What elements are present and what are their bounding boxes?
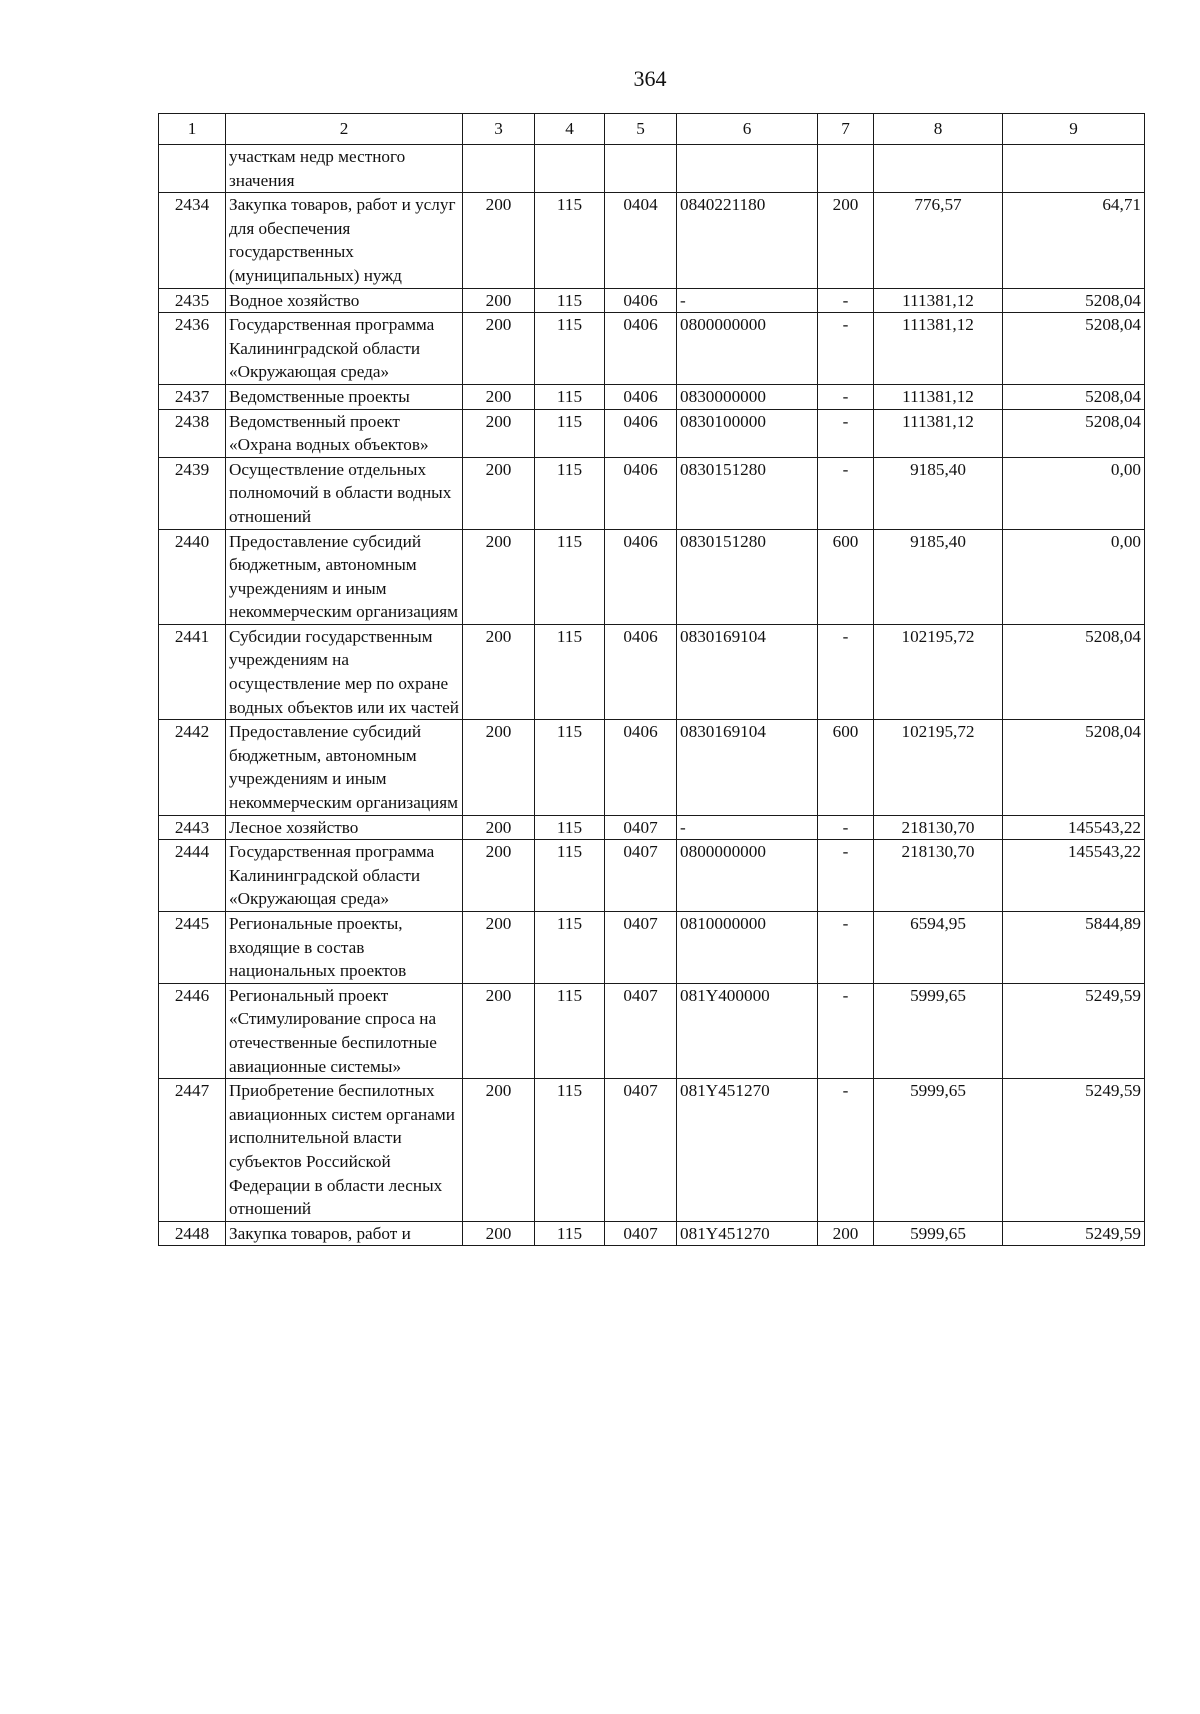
section-code-cell: 0406: [605, 409, 677, 457]
header-cell: 6: [677, 114, 818, 145]
amount-cell: 218130,70: [874, 815, 1003, 840]
row-name-cell: Закупка товаров, работ и услуг для обеспечения государственных (муниципальных) нужд: [226, 193, 463, 288]
row-name-cell: Закупка товаров, работ и: [226, 1221, 463, 1246]
amount-cell: [1003, 145, 1145, 193]
target-article-cell: 0830169104: [677, 624, 818, 719]
amount-cell: 64,71: [1003, 193, 1145, 288]
row-number-cell: 2442: [159, 720, 226, 815]
target-article-cell: 0800000000: [677, 840, 818, 912]
amount-cell: 9185,40: [874, 457, 1003, 529]
amount-cell: 5249,59: [1003, 1079, 1145, 1222]
department-code-cell: 115: [535, 193, 605, 288]
amount-cell: 145543,22: [1003, 815, 1145, 840]
table-row: [159, 1221, 1145, 1246]
row-number-cell: 2434: [159, 193, 226, 288]
amount-cell: 111381,12: [874, 288, 1003, 313]
department-code-cell: 115: [535, 1079, 605, 1222]
row-number-cell: 2443: [159, 815, 226, 840]
ministry-code-cell: 200: [463, 384, 535, 409]
row-number-cell: 2440: [159, 529, 226, 624]
target-article-cell: -: [677, 815, 818, 840]
row-name-cell: Региональный проект «Стимулирование спроса на отечественные беспилотные авиационные системы»: [226, 983, 463, 1078]
ministry-code-cell: 200: [463, 1221, 535, 1246]
row-number-cell: 2439: [159, 457, 226, 529]
amount-cell: 218130,70: [874, 840, 1003, 912]
department-code-cell: 115: [535, 624, 605, 719]
amount-cell: 5208,04: [1003, 720, 1145, 815]
table-row: [159, 529, 1145, 624]
table-row: [159, 720, 1145, 815]
table-row: [159, 815, 1145, 840]
target-article-cell: 0830100000: [677, 409, 818, 457]
department-code-cell: 115: [535, 840, 605, 912]
amount-cell: 111381,12: [874, 409, 1003, 457]
table-row: [159, 313, 1145, 385]
section-code-cell: 0406: [605, 384, 677, 409]
expense-type-cell: -: [818, 288, 874, 313]
target-article-cell: 0810000000: [677, 912, 818, 984]
row-number-cell: 2447: [159, 1079, 226, 1222]
target-article-cell: 0830151280: [677, 529, 818, 624]
target-article-cell: 081Y451270: [677, 1221, 818, 1246]
ministry-code-cell: [463, 145, 535, 193]
expense-type-cell: 200: [818, 193, 874, 288]
amount-cell: 5208,04: [1003, 624, 1145, 719]
row-name-cell: Предоставление субсидий бюджетным, автономным учреждениям и иным некоммерческим организациям: [226, 529, 463, 624]
row-name-cell: Государственная программа Калининградской области «Окружающая среда»: [226, 840, 463, 912]
department-code-cell: 115: [535, 815, 605, 840]
header-cell: 9: [1003, 114, 1145, 145]
row-number-cell: 2446: [159, 983, 226, 1078]
header-cell: 4: [535, 114, 605, 145]
target-article-cell: 0800000000: [677, 313, 818, 385]
row-number-cell: 2448: [159, 1221, 226, 1246]
section-code-cell: 0407: [605, 1079, 677, 1222]
amount-cell: 5208,04: [1003, 409, 1145, 457]
target-article-cell: [677, 145, 818, 193]
expense-type-cell: -: [818, 409, 874, 457]
table-row: [159, 983, 1145, 1078]
expense-type-cell: -: [818, 624, 874, 719]
ministry-code-cell: 200: [463, 983, 535, 1078]
section-code-cell: 0407: [605, 1221, 677, 1246]
section-code-cell: 0407: [605, 983, 677, 1078]
expense-type-cell: 200: [818, 1221, 874, 1246]
section-code-cell: 0407: [605, 840, 677, 912]
table-row: [159, 624, 1145, 719]
department-code-cell: 115: [535, 1221, 605, 1246]
ministry-code-cell: 200: [463, 529, 535, 624]
ministry-code-cell: 200: [463, 409, 535, 457]
header-cell: 1: [159, 114, 226, 145]
target-article-cell: 0840221180: [677, 193, 818, 288]
expense-type-cell: 600: [818, 529, 874, 624]
amount-cell: 5249,59: [1003, 1221, 1145, 1246]
table-row: [159, 409, 1145, 457]
amount-cell: 6594,95: [874, 912, 1003, 984]
row-name-cell: Ведомственные проекты: [226, 384, 463, 409]
row-number-cell: 2438: [159, 409, 226, 457]
ministry-code-cell: 200: [463, 457, 535, 529]
ministry-code-cell: 200: [463, 840, 535, 912]
ministry-code-cell: 200: [463, 1079, 535, 1222]
target-article-cell: 081Y451270: [677, 1079, 818, 1222]
row-name-cell: Осуществление отдельных полномочий в области водных отношений: [226, 457, 463, 529]
table-row: [159, 457, 1145, 529]
amount-cell: 5208,04: [1003, 313, 1145, 385]
table-row: [159, 1079, 1145, 1222]
target-article-cell: -: [677, 288, 818, 313]
amount-cell: 5208,04: [1003, 384, 1145, 409]
row-name-cell: Предоставление субсидий бюджетным, автономным учреждениям и иным некоммерческим организациям: [226, 720, 463, 815]
expense-type-cell: -: [818, 457, 874, 529]
section-code-cell: [605, 145, 677, 193]
expense-type-cell: -: [818, 1079, 874, 1222]
ministry-code-cell: 200: [463, 912, 535, 984]
row-number-cell: 2445: [159, 912, 226, 984]
expense-type-cell: -: [818, 983, 874, 1078]
expense-type-cell: 600: [818, 720, 874, 815]
row-number-cell: 2441: [159, 624, 226, 719]
expense-type-cell: -: [818, 384, 874, 409]
amount-cell: 5208,04: [1003, 288, 1145, 313]
department-code-cell: 115: [535, 288, 605, 313]
target-article-cell: 0830000000: [677, 384, 818, 409]
amount-cell: 102195,72: [874, 720, 1003, 815]
department-code-cell: 115: [535, 720, 605, 815]
amount-cell: 5999,65: [874, 1221, 1003, 1246]
amount-cell: 5999,65: [874, 983, 1003, 1078]
expense-type-cell: -: [818, 313, 874, 385]
department-code-cell: 115: [535, 313, 605, 385]
target-article-cell: 0830151280: [677, 457, 818, 529]
table-row: [159, 912, 1145, 984]
section-code-cell: 0407: [605, 912, 677, 984]
section-code-cell: 0404: [605, 193, 677, 288]
section-code-cell: 0406: [605, 720, 677, 815]
table-row: [159, 384, 1145, 409]
amount-cell: 5844,89: [1003, 912, 1145, 984]
row-name-cell: Государственная программа Калининградской области «Окружающая среда»: [226, 313, 463, 385]
amount-cell: [874, 145, 1003, 193]
department-code-cell: [535, 145, 605, 193]
header-cell: 2: [226, 114, 463, 145]
section-code-cell: 0407: [605, 815, 677, 840]
budget-table: [158, 113, 1145, 1246]
amount-cell: 145543,22: [1003, 840, 1145, 912]
expense-type-cell: -: [818, 912, 874, 984]
target-article-cell: 081Y400000: [677, 983, 818, 1078]
target-article-cell: 0830169104: [677, 720, 818, 815]
amount-cell: 5249,59: [1003, 983, 1145, 1078]
header-row: [159, 114, 1145, 145]
section-code-cell: 0406: [605, 313, 677, 385]
department-code-cell: 115: [535, 983, 605, 1078]
expense-type-cell: -: [818, 815, 874, 840]
table-row: [159, 145, 1145, 193]
amount-cell: 0,00: [1003, 529, 1145, 624]
row-name-cell: Водное хозяйство: [226, 288, 463, 313]
amount-cell: 111381,12: [874, 384, 1003, 409]
department-code-cell: 115: [535, 912, 605, 984]
amount-cell: 111381,12: [874, 313, 1003, 385]
row-number-cell: [159, 145, 226, 193]
section-code-cell: 0406: [605, 529, 677, 624]
department-code-cell: 115: [535, 457, 605, 529]
table-row: [159, 288, 1145, 313]
section-code-cell: 0406: [605, 457, 677, 529]
page-number: 364: [633, 66, 667, 91]
department-code-cell: 115: [535, 529, 605, 624]
row-name-cell: Лесное хозяйство: [226, 815, 463, 840]
amount-cell: 9185,40: [874, 529, 1003, 624]
table-row: [159, 193, 1145, 288]
row-name-cell: Ведомственный проект «Охрана водных объектов»: [226, 409, 463, 457]
amount-cell: 5999,65: [874, 1079, 1003, 1222]
row-number-cell: 2437: [159, 384, 226, 409]
ministry-code-cell: 200: [463, 288, 535, 313]
header-cell: 3: [463, 114, 535, 145]
row-number-cell: 2444: [159, 840, 226, 912]
amount-cell: 0,00: [1003, 457, 1145, 529]
expense-type-cell: -: [818, 840, 874, 912]
row-number-cell: 2435: [159, 288, 226, 313]
amount-cell: 776,57: [874, 193, 1003, 288]
ministry-code-cell: 200: [463, 815, 535, 840]
ministry-code-cell: 200: [463, 624, 535, 719]
ministry-code-cell: 200: [463, 720, 535, 815]
ministry-code-cell: 200: [463, 193, 535, 288]
header-cell: 7: [818, 114, 874, 145]
header-cell: 8: [874, 114, 1003, 145]
row-name-cell: Региональные проекты, входящие в состав национальных проектов: [226, 912, 463, 984]
row-number-cell: 2436: [159, 313, 226, 385]
row-name-cell: Субсидии государственным учреждениям на осуществление мер по охране водных объектов или их частей: [226, 624, 463, 719]
department-code-cell: 115: [535, 409, 605, 457]
ministry-code-cell: 200: [463, 313, 535, 385]
department-code-cell: 115: [535, 384, 605, 409]
section-code-cell: 0406: [605, 624, 677, 719]
section-code-cell: 0406: [605, 288, 677, 313]
table-row: [159, 840, 1145, 912]
amount-cell: 102195,72: [874, 624, 1003, 719]
row-name-cell: участкам недр местного значения: [226, 145, 463, 193]
row-name-cell: Приобретение беспилотных авиационных систем органами исполнительной власти субъектов Российской Федерации в области лесных отношений: [226, 1079, 463, 1222]
expense-type-cell: [818, 145, 874, 193]
header-cell: 5: [605, 114, 677, 145]
